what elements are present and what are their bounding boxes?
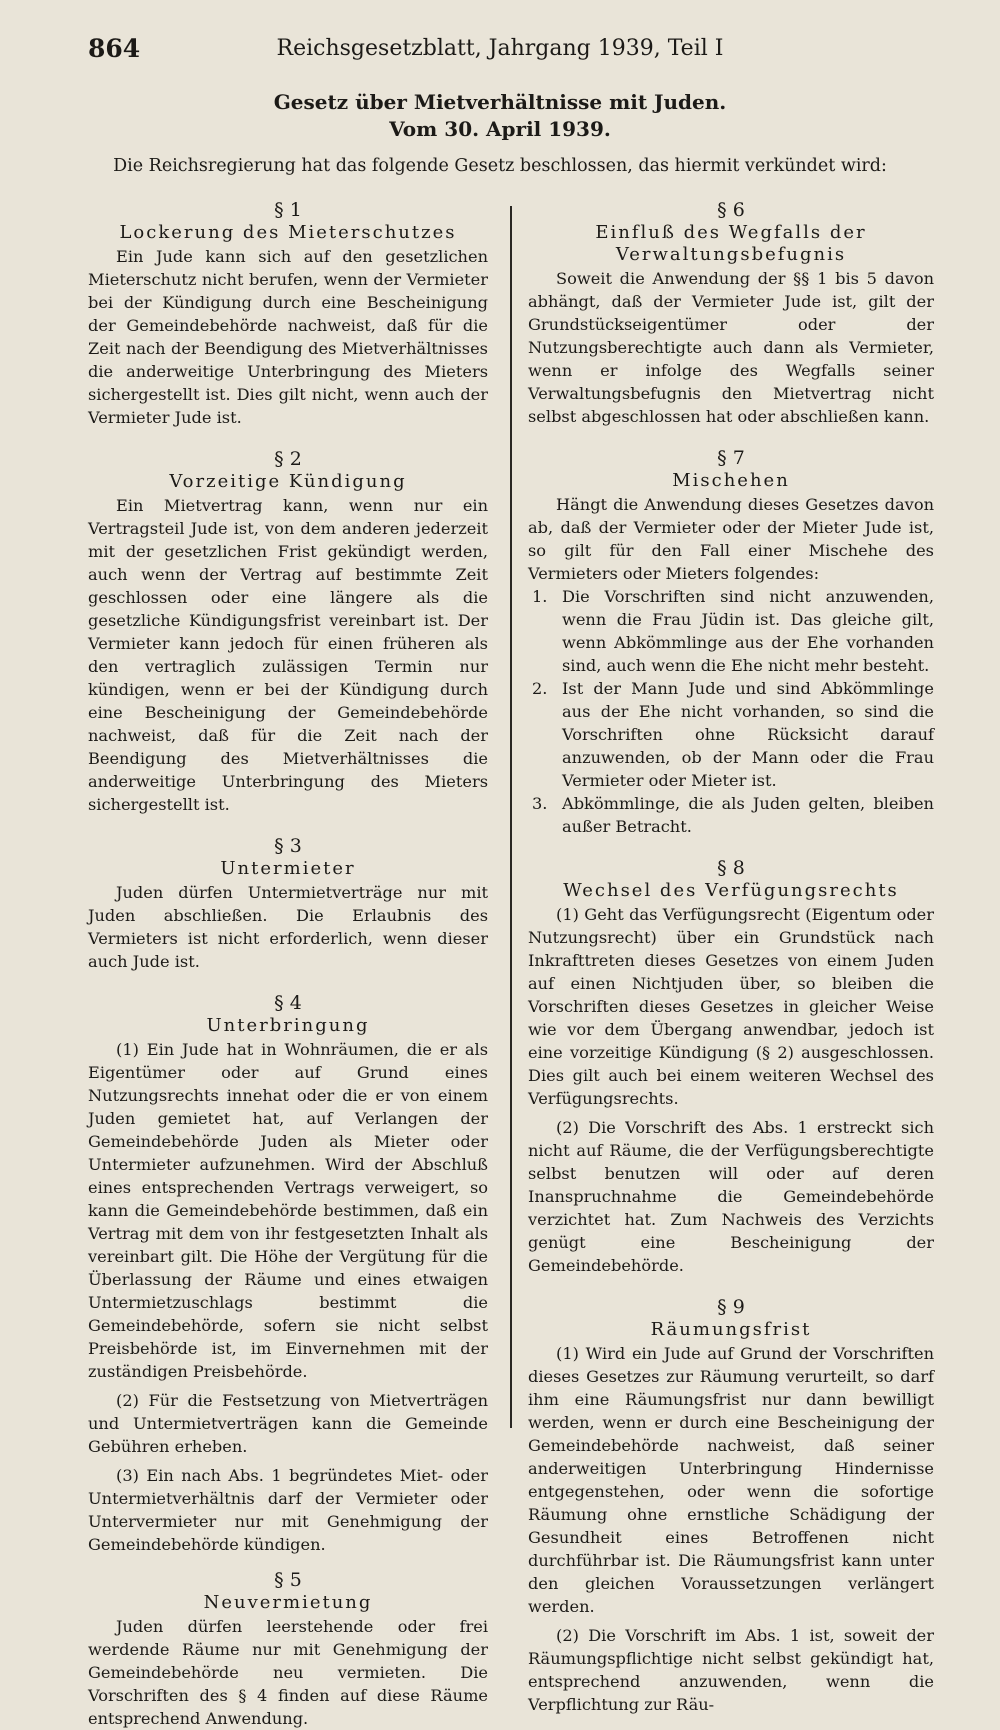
page-header — [88, 34, 912, 68]
section-paragraph: Hängt die Anwendung dieses Gesetzes davon ab, daß der Vermieter oder der Mieter Jude ist, so gilt für den Fall einer Mischehe des Vermieters oder Mieters folgendes: — [528, 495, 934, 583]
section-7 — [528, 446, 934, 838]
enumerated-list — [528, 585, 934, 838]
section-9 — [528, 1295, 934, 1716]
section-paragraph: (3) Ein nach Abs. 1 begründetes Miet- oder Untermietverhältnis darf der Vermieter oder Untervermieter nur mit Genehmigung der Gemeindebehörde kündigen. — [88, 1466, 488, 1554]
section-title: Räumungsfrist — [650, 1319, 812, 1340]
section-paragraph: Juden dürfen Untermietverträge nur mit Juden abschließen. Die Erlaubnis des Vermieters ist nicht erforderlich, wenn dieser auch Jude ist. — [88, 883, 488, 971]
section-5 — [88, 1568, 488, 1730]
list-item-number: 3. — [532, 794, 548, 813]
section-number: § 8 — [717, 857, 745, 879]
running-head: Reichsgesetzblatt, Jahrgang 1939, Teil I — [276, 36, 724, 61]
section-number: § 3 — [274, 835, 302, 857]
section-number: § 5 — [274, 1569, 302, 1591]
section-2 — [88, 447, 488, 816]
section-title: Unterbringung — [206, 1015, 370, 1036]
section-number: § 6 — [717, 199, 745, 221]
list-item — [528, 677, 934, 792]
section-title: Vorzeitige Kündigung — [169, 471, 407, 492]
list-item-text: Die Vorschriften sind nicht anzuwenden, wenn die Frau Jüdin ist. Das gleiche gilt, wenn Abkömmlinge aus der Ehe vorhanden sind, auch wenn die Ehe nicht mehr besteht. — [562, 587, 934, 675]
section-title: Neuvermietung — [203, 1592, 373, 1613]
section-paragraph: Ein Jude kann sich auf den gesetzlichen Mieterschutz nicht berufen, wenn der Vermieter bei der Kündigung durch eine Bescheinigung der Gemeindebehörde nachweist, daß für die Zeit nach der Beendigung des Mietverhältnisses die anderweitige Unterbringung des Mieters sichergestellt ist. Dies gilt nicht, wenn auch der Vermieter Jude ist. — [88, 247, 488, 427]
section-title: Lockerung des Mieterschutzes — [119, 222, 457, 243]
section-4 — [88, 991, 488, 1556]
section-6 — [528, 198, 934, 428]
section-paragraph: (2) Die Vorschrift des Abs. 1 erstreckt sich nicht auf Räume, die der Verfügungsberechtigte selbst benutzen will oder auf deren Inanspruchnahme die Gemeindebehörde verzichtet hat. Zum Nachweis des Verzichts genügt eine Bescheinigung der Gemeindebehörde. — [528, 1118, 934, 1275]
preamble: Die Reichsregierung hat das folgende Gesetz beschlossen, das hiermit verkündet wird: — [113, 156, 887, 176]
section-number: § 4 — [274, 992, 302, 1014]
section-number: § 9 — [717, 1296, 745, 1318]
section-paragraph: (1) Ein Jude hat in Wohnräumen, die er als Eigentümer oder auf Grund eines Nutzungsrechts innehat oder die er von einem Juden gemietet hat, auf Verlangen der Gemeindebehörde Juden als Mieter oder Untermieter aufzunehmen. Wird der Abschluß eines entsprechenden Vertrags verweigert, so kann die Gemeindebehörde bestimmen, daß ein Vertrag mit dem von ihr festgesetzten Inhalt als vereinbart gilt. Die Höhe der Vergütung für die Überlassung der Räume und eines etwaigen Untermietzuschlags bestimmt die Gemeindebehörde, sofern sie nicht selbst Preisbehörde ist, im Einvernehmen mit der zuständigen Preisbehörde. — [88, 1040, 488, 1381]
column-divider — [510, 206, 512, 1428]
section-8 — [528, 856, 934, 1277]
section-title: Mischehen — [672, 470, 790, 491]
list-item — [528, 585, 934, 677]
section-paragraph: (1) Geht das Verfügungsrecht (Eigentum oder Nutzungsrecht) über ein Grundstück nach Inkrafttreten dieses Gesetzes von einem Juden auf einen Nichtjuden über, so bleiben die Vorschriften dieses Gesetzes in gleicher Weise wie vor dem Übergang anwendbar, jedoch ist eine vorzeitige Kündigung (§ 2) ausgeschlossen. Dies gilt auch bei einem weiteren Wechsel des Verfügungsrechts. — [528, 905, 934, 1108]
list-item — [528, 792, 934, 838]
section-paragraph: (1) Wird ein Jude auf Grund der Vorschriften dieses Gesetzes zur Räumung verurteilt, so darf ihm eine Räumungsfrist nur dann bewilligt werden, wenn er durch eine Bescheinigung der Gemeindebehörde nachweist, daß seiner anderweitigen Unterbringung Hindernisse entgegenstehen, oder wenn die sofortige Räumung ohne ernstliche Schädigung der Gesundheit eines Betroffenen nicht durchführbar ist. Die Räumungsfrist kann unter den gleichen Voraussetzungen verlängert werden. — [528, 1344, 934, 1616]
section-number: § 2 — [274, 448, 302, 470]
section-number: § 1 — [274, 199, 302, 221]
section-paragraph: Juden dürfen leerstehende oder frei werdende Räume nur mit Genehmigung der Gemeindebehörde neu vermieten. Die Vorschriften des § 4 finden auf diese Räume entsprechend Anwendung. — [88, 1617, 488, 1728]
law-title: Gesetz über Mietverhältnisse mit Juden. — [273, 90, 727, 114]
list-item-text: Ist der Mann Jude und sind Abkömmlinge aus der Ehe nicht vorhanden, so sind die Vorschriften ohne Rücksicht darauf anzuwenden, ob der Mann oder die Frau Vermieter oder Mieter ist. — [562, 679, 934, 790]
right-column — [528, 198, 934, 1716]
law-date: Vom 30. April 1939. — [389, 117, 611, 141]
section-3 — [88, 834, 488, 973]
section-title: Einfluß des Wegfalls der Verwaltungsbefugnis — [595, 222, 867, 265]
page-number: 864 — [88, 34, 141, 63]
list-item-number: 1. — [532, 587, 548, 606]
list-item-text: Abkömmlinge, die als Juden gelten, bleiben außer Betracht. — [562, 794, 934, 836]
section-title: Untermieter — [220, 858, 356, 879]
section-paragraph: (2) Für die Festsetzung von Mietverträgen und Untermietverträgen kann die Gemeinde Gebühren erheben. — [88, 1391, 488, 1456]
section-1 — [88, 198, 488, 429]
section-paragraph: (2) Die Vorschrift im Abs. 1 ist, soweit der Räumungspflichtige nicht selbst gekündigt hat, entsprechend anzuwenden, wenn die Verpflichtung zur Räu- — [528, 1626, 934, 1714]
list-item-number: 2. — [532, 679, 548, 698]
section-number: § 7 — [717, 447, 745, 469]
section-paragraph: Ein Mietvertrag kann, wenn nur ein Vertragsteil Jude ist, von dem anderen jederzeit mit der gesetzlichen Frist gekündigt werden, auch wenn der Vertrag auf bestimmte Zeit geschlossen oder eine längere als die gesetzliche Kündigungsfrist vereinbart ist. Der Vermieter kann jedoch für einen früheren als den vertraglich zulässigen Termin nur kündigen, wenn er bei der Kündigung durch eine Bescheinigung der Gemeindebehörde nachweist, daß für die Zeit nach der Beendigung des Mietverhältnisses die anderweitige Unterbringung des Mieters sichergestellt ist. — [88, 496, 488, 814]
section-paragraph: Soweit die Anwendung der §§ 1 bis 5 davon abhängt, daß der Vermieter Jude ist, gilt der Grundstückseigentümer oder der Nutzungsberechtigte auch dann als Vermieter, wenn er infolge des Wegfalls seiner Verwaltungsbefugnis den Mietvertrag nicht selbst abgeschlossen hat oder abschließen kann. — [528, 269, 934, 426]
left-column — [88, 198, 488, 1730]
section-title: Wechsel des Verfügungsrechts — [563, 880, 899, 901]
